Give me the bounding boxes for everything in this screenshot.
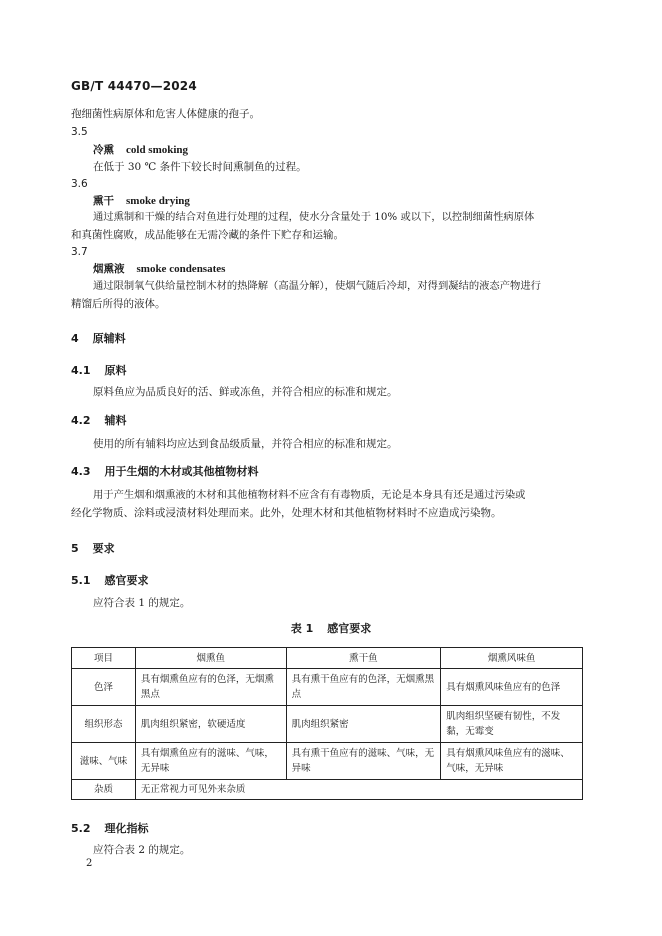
- table-cell: 具有烟熏鱼应有的滋味、气味，无异味: [135, 743, 286, 780]
- term-zh: 冷熏: [93, 144, 114, 156]
- page-number: 2: [86, 858, 93, 869]
- definition-3-6-line1: 通过熏制和干燥的结合对鱼进行处理的过程，使水分含量处于 10% 或以下，以控制细菌性病原体: [93, 211, 535, 223]
- section-title: 用于生烟的木材或其他植物材料: [104, 465, 259, 478]
- table-cell: 具有烟熏鱼应有的色泽，无烟熏黑点: [135, 669, 286, 706]
- header-item: 项目: [72, 648, 136, 669]
- section-5-2-body: 应符合表 2 的规定。: [93, 844, 191, 856]
- section-title: 辅料: [104, 414, 127, 427]
- section-4-1-heading: [71, 362, 127, 378]
- table-row: [72, 706, 583, 743]
- table-header-row: [72, 648, 583, 669]
- section-title: 原料: [104, 364, 127, 377]
- section-4-heading: [71, 330, 126, 346]
- section-title: 要求: [92, 542, 115, 555]
- table-cell-merged: 无正常视力可见外来杂质: [135, 780, 582, 800]
- section-title: 原辅料: [92, 332, 126, 345]
- row-item: 杂质: [72, 780, 136, 800]
- section-title: 理化指标: [104, 822, 149, 835]
- definition-3-6-line2: 和真菌性腐败，成品能够在无需冷藏的条件下贮存和运输。: [71, 229, 344, 241]
- clause-number-3-6: 3.6: [71, 178, 88, 190]
- clause-number-3-7: 3.7: [71, 246, 88, 258]
- table-row: [72, 780, 583, 800]
- table-cell: 肌肉组织坚硬有韧性，不发黏，无霉变: [441, 706, 583, 743]
- continued-text: 孢细菌性病原体和危害人体健康的孢子。: [71, 108, 260, 120]
- definition-3-7-line1: 通过限制氧气供给量控制木材的热降解（高温分解），使烟气随后冷却，对得到凝结的液态产物进行: [93, 280, 541, 292]
- section-number: 4.1: [71, 364, 91, 377]
- row-item: 色泽: [72, 669, 136, 706]
- table-cell: 肌肉组织紧密: [286, 706, 441, 743]
- term-en: smoke drying: [126, 195, 190, 207]
- section-4-3-body-line2: 经化学物质、涂料或浸渍材料处理而来。此外，处理木材和其他植物材料时不应造成污染物。: [71, 507, 502, 519]
- table-1-caption: [0, 620, 662, 636]
- section-number: 4.3: [71, 465, 91, 478]
- header-smoke-flavored-fish: 烟熏风味鱼: [441, 648, 583, 669]
- section-number: 5.2: [71, 822, 91, 835]
- table-cell: 肌肉组织紧密，软硬适度: [135, 706, 286, 743]
- table-number: 表 1: [290, 622, 314, 635]
- term-en: cold smoking: [126, 144, 189, 156]
- section-4-2-body: 使用的所有辅料均应达到食品级质量，并符合相应的标准和规定。: [93, 438, 398, 450]
- section-4-1-body: 原料鱼应为品质良好的活、鲜或冻鱼，并符合相应的标准和规定。: [93, 386, 398, 398]
- sensory-requirements-table: [71, 647, 583, 800]
- row-item: 滋味、气味: [72, 743, 136, 780]
- section-4-2-heading: [71, 412, 127, 428]
- section-5-1-body: 应符合表 1 的规定。: [93, 597, 191, 609]
- table-row: [72, 669, 583, 706]
- term-en: smoke condensates: [136, 263, 226, 275]
- header-smoke-dried-fish: 熏干鱼: [286, 648, 441, 669]
- header-smoked-fish: 烟熏鱼: [135, 648, 286, 669]
- section-5-2-heading: [71, 820, 149, 836]
- section-number: 5: [71, 542, 79, 555]
- table-cell: 具有烟熏风味鱼应有的色泽: [441, 669, 583, 706]
- table-cell: 具有熏干鱼应有的滋味、气味，无异味: [286, 743, 441, 780]
- definition-3-5: 在低于 30 ℃ 条件下较长时间熏制鱼的过程。: [93, 161, 307, 173]
- definition-3-7-line2: 精馏后所得的液体。: [71, 298, 166, 310]
- section-4-3-body-line1: 用于产生烟和烟熏液的木材和其他植物材料不应含有有毒物质，无论是本身具有还是通过污染或: [93, 489, 526, 501]
- table-cell: 具有熏干鱼应有的色泽，无烟熏黑点: [286, 669, 441, 706]
- term-zh: 熏干: [93, 195, 114, 207]
- section-title: 感官要求: [104, 574, 149, 587]
- standard-header: GB/T 44470—2024: [71, 79, 197, 93]
- section-5-heading: [71, 540, 115, 556]
- table-cell: 具有烟熏风味鱼应有的滋味、气味，无异味: [441, 743, 583, 780]
- clause-number-3-5: 3.5: [71, 126, 88, 138]
- section-number: 4: [71, 332, 79, 345]
- row-item: 组织形态: [72, 706, 136, 743]
- table-row: [72, 743, 583, 780]
- section-4-3-heading: [71, 463, 259, 479]
- term-zh: 烟熏液: [93, 263, 125, 275]
- section-5-1-heading: [71, 572, 149, 588]
- section-number: 4.2: [71, 414, 91, 427]
- table-title: 感官要求: [327, 622, 372, 635]
- section-number: 5.1: [71, 574, 91, 587]
